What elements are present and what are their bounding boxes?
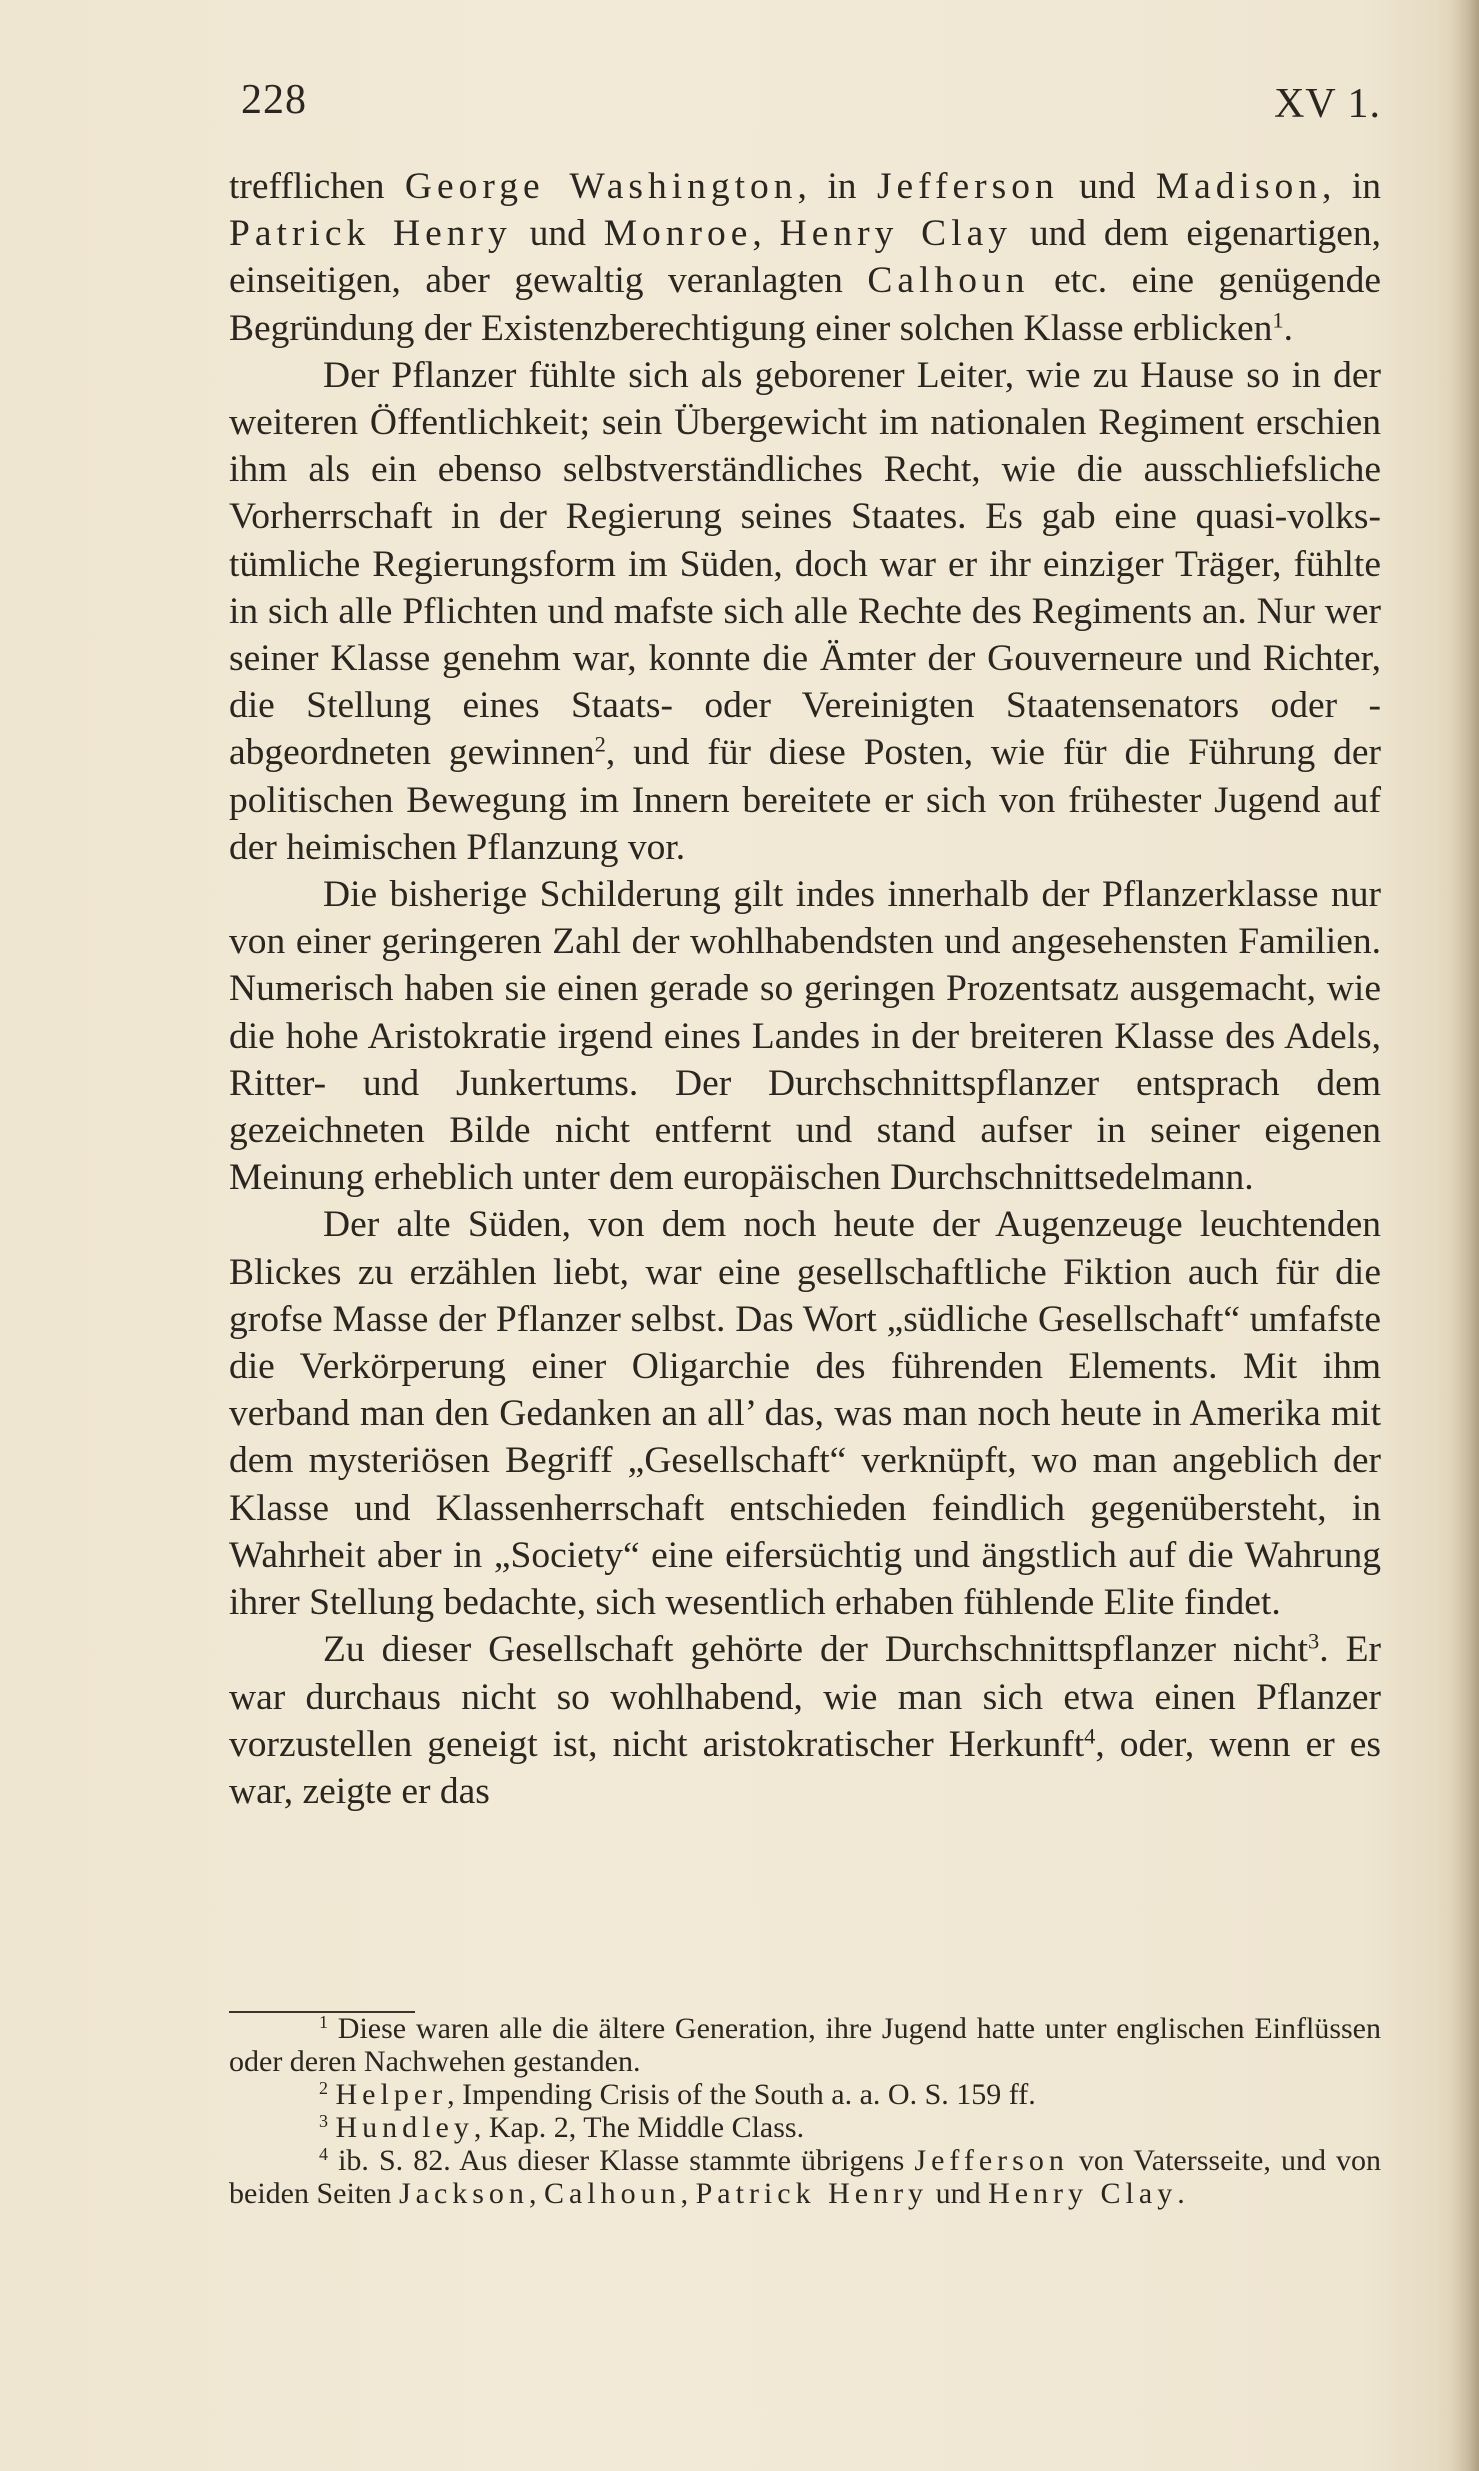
text-run: Der Pflanzer fühlte sich als geborener Leiter, wie zu Hause so in der weiteren Öffentlichkeit; sein Übergewicht im nationalen Regiment erschien ihm als ein ebenso selbstverständliches Recht, wie die ausschliefsliche Vorherrschaft in der Regierung seines Staates. Es gab eine quasi-volkstümliche Regierungsform im Süden, doch war er ihr einziger Träger, fühlte in sich alle Pflichten und mafste sich alle Rechte des Regiments an. Nur wer seiner Klasse genehm war, konnte die Ämter der Gouverneure und Richter, die Stellung eines Staats- oder Vereinigten Staatensenators oder -abgeordneten gewinnen (229, 354, 1381, 774)
footnote-marker: 2 (319, 2078, 328, 2099)
text-run (328, 2111, 336, 2144)
text-run: . (1177, 2177, 1185, 2210)
paragraph (229, 1626, 1381, 1815)
footnote (229, 2078, 1381, 2111)
spaced-name: George Washington (404, 166, 798, 207)
spaced-name: Jackson (398, 2177, 529, 2210)
running-head: XV 1. (1274, 81, 1381, 127)
text-run: , (752, 213, 780, 255)
text-run: , (680, 2177, 696, 2210)
spaced-name: Jefferson (876, 166, 1059, 207)
spaced-name: Calhoun (543, 2177, 681, 2210)
text-run: und (511, 213, 604, 255)
footnote-marker: 3 (1307, 1628, 1320, 1654)
page-edge-shadow (1451, 0, 1479, 2471)
text-run: und dem eigenartigen, einseitigen, aber gewaltig veranlagten (229, 213, 1382, 302)
text-run: von Vatersseite, und von beiden Seiten (229, 2144, 1382, 2210)
text-run: , (528, 2177, 544, 2210)
spaced-name: Patrick Henry (695, 2177, 929, 2210)
text-run: und (1058, 166, 1156, 207)
text-run: , oder, wenn er es war, zeigte er das (229, 1723, 1381, 1812)
footnote-marker: 3 (319, 2111, 328, 2132)
footnote-marker: 2 (594, 732, 606, 758)
paragraph (229, 352, 1381, 871)
text-run: , Kap. 2, The Middle Class. (473, 2111, 805, 2144)
text-run: ib. S. 82. Aus dieser Klasse stammte übrigens (328, 2144, 915, 2177)
page-number: 228 (241, 77, 307, 123)
spaced-name: Madison (1155, 166, 1323, 207)
spaced-name: Monroe (603, 213, 753, 255)
footnote (229, 2012, 1381, 2078)
footnote (229, 2111, 1381, 2144)
footnote (229, 2144, 1381, 2210)
text-run: etc. eine genügende Begründung der Existenzberechtigung einer solchen Klasse erblicken (229, 260, 1381, 349)
text-run: Der alte Süden, von dem noch heute der Augenzeuge leuchtenden Blickes zu erzählen liebt, war eine gesellschaftliche Fiktion auch für die grofse Masse der Pflanzer selbst. Das Wort „südliche Gesellschaft“ umfafste die Verkörperung einer Oligarchie des führenden Elements. Mit ihm verband man den Gedanken an all’ das, was man noch heute in Amerika mit dem mysteriösen Begriff „Gesellschaft“ verknüpft, wo man angeblich der Klasse und Klassenherrschaft entschieden feindlich gegenübersteht, in Wahrheit aber in „Society“ eine eifersüchtig und ängstlich auf die Wahrung ihrer Stellung bedachte, sich wesentlich erhaben fühlende Elite findet. (229, 1204, 1381, 1624)
footnote-marker: 1 (1272, 307, 1284, 333)
text-run: , und für diese Posten, wie für die Führung der politischen Bewegung im Innern bereitete er sich von frühester Jugend auf der heimischen Pflanzung vor. (229, 732, 1381, 868)
text-run: . (1283, 307, 1294, 349)
text-run: , Impending Crisis of the South a. a. O. S. 159 ff. (447, 2078, 1036, 2111)
paragraph (229, 871, 1381, 1201)
text-run: , in (797, 166, 877, 207)
text-run: , in (1322, 166, 1382, 207)
footnote-marker: 4 (319, 2144, 328, 2165)
spaced-name: Helper (335, 2078, 448, 2111)
footnote-marker: 4 (1084, 1723, 1096, 1749)
text-run: Diese waren alle die ältere Generation, ihre Jugend hatte unter englischen Einflüssen oder deren Nachwehen gestanden. (229, 2012, 1381, 2078)
text-run: trefflichen (229, 166, 405, 207)
page-header (241, 76, 1381, 126)
spaced-name: Hundley (335, 2111, 474, 2144)
paragraph (229, 1201, 1381, 1626)
text-run: Die bisherige Schilderung gilt indes innerhalb der Pflanzerklasse nur von einer geringeren Zahl der wohlhabendsten und angesehensten Familien. Numerisch haben sie einen gerade so geringen Prozentsatz ausgemacht, wie die hohe Aristokratie irgend eines Landes in der breiteren Klasse des Adels, Ritter- und Junkertums. Der Durchschnittspflanzer entsprach dem gezeichneten Bilde nicht entfernt und stand aufser in seiner eigenen Meinung erheblich unter dem europäischen Durchschnittsedelmann. (229, 874, 1381, 1199)
spaced-name: Henry Clay (779, 213, 1013, 255)
spaced-name: Jefferson (914, 2144, 1069, 2177)
text-run: und (928, 2177, 989, 2210)
footnotes (229, 2012, 1381, 2210)
spaced-name: Henry Clay (988, 2177, 1178, 2210)
paragraph (229, 163, 1381, 352)
text-run: Zu dieser Gesellschaft gehörte der Durchschnittspflanzer nicht (323, 1629, 1308, 1671)
spaced-name: Patrick Henry (229, 213, 512, 255)
text-run (328, 2078, 336, 2111)
footnote-marker: 1 (319, 2012, 328, 2033)
body-text (229, 163, 1381, 1815)
spaced-name: Calhoun (867, 260, 1030, 302)
text-run: . Er war durchaus nicht so wohlhabend, wie man sich etwa einen Pflanzer vorzustellen geneigt ist, nicht aristokratischer Herkunft (229, 1629, 1381, 1765)
